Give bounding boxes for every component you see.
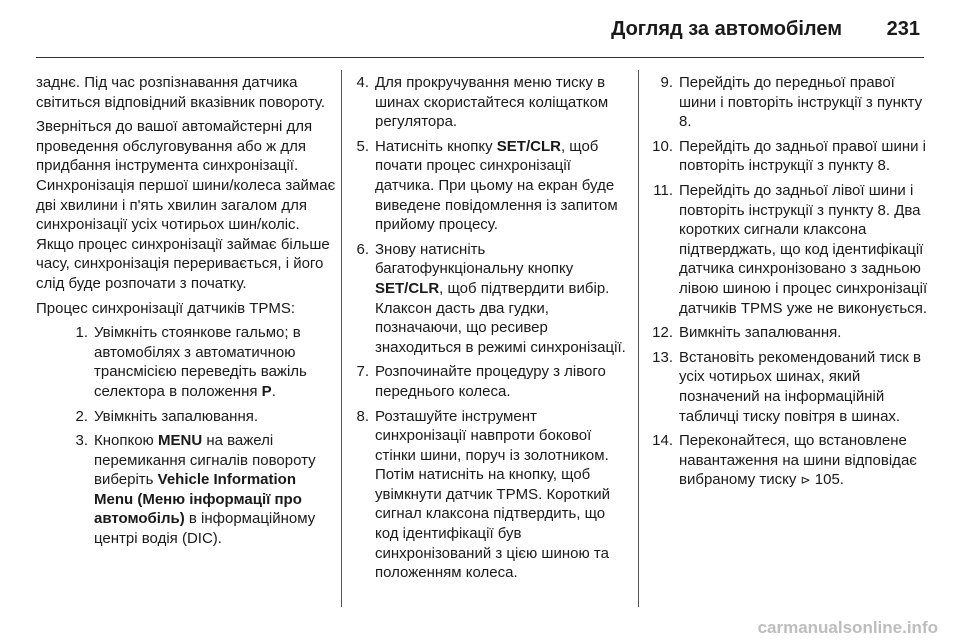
step-number: 1. xyxy=(75,324,88,342)
step-item xyxy=(353,73,631,132)
step-item xyxy=(36,407,336,427)
step-item xyxy=(651,137,931,176)
step-text: Увімкніть запалювання. xyxy=(94,407,259,425)
step-number: 4. xyxy=(356,74,369,91)
step-text: Увімкніть стоянкове гальмо; в автомобілях з автоматичною трансмісією переведіть важіль селектора в положення P. xyxy=(94,324,307,400)
step-text: Натисніть кнопку SET/CLR, щоб почати процес синхронізації датчика. При цьому на екран буде виведене повідомлення із запитом прийому процесу. xyxy=(375,137,618,234)
step-text: Переконайтеся, що встановлене навантаження на шини відповідає вибраному тиску ⊳ 105. xyxy=(679,431,931,491)
page-header xyxy=(0,0,960,64)
step-text: Для прокручування меню тиску в шинах скористайтеся коліщатком регулятора. xyxy=(375,74,609,131)
step-text: Розташуйте інструмент синхронізації навпроти бокової стінки шини, поруч із золотником. Потім натисніть на кнопку, щоб увімкнути датчик TPMS. Короткий сигнал клаксона підтвердить, що код ідентифікації був синхронізований з цією шиною та положенням колеса. xyxy=(375,407,611,582)
step-number: 10. xyxy=(652,137,673,155)
step-number: 9. xyxy=(660,74,673,91)
step-number: 13. xyxy=(652,348,673,366)
step-number: 14. xyxy=(652,432,673,450)
step-number: 6. xyxy=(356,240,369,258)
column-2 xyxy=(353,73,631,588)
page-reference-icon: ⊳ xyxy=(800,473,811,488)
step-item xyxy=(651,181,931,318)
step-number: 3. xyxy=(75,432,88,450)
column-divider-1 xyxy=(341,70,342,607)
page-number: 231 xyxy=(886,18,920,40)
header-rule xyxy=(36,57,924,58)
column-divider-2 xyxy=(638,70,639,607)
step-number: 7. xyxy=(356,363,369,381)
step-number: 12. xyxy=(652,324,673,342)
paragraph: заднє. Під час розпізнавання датчика світиться відповідний вказівник повороту. xyxy=(36,74,326,111)
step-text: Перейдіть до задньої правої шини і повторіть інструкції з пункту 8. xyxy=(679,137,926,175)
step-item xyxy=(651,323,931,343)
step-text: Перейдіть до задньої лівої шини і повторіть інструкції з пункту 8. Два коротких сигнали клаксона підтверджать, що код ідентифікації датчика синхронізовано з задньою лівою шиною і процес синхронізації датчиків TPMS уже не виконується. xyxy=(679,181,928,317)
step-number: 11. xyxy=(653,181,673,199)
step-item xyxy=(353,137,631,235)
step-text: Кнопкою MENU на важелі перемикання сигналів повороту виберіть Vehicle Information Menu (Меню інформації про автомобіль) в інформаційному центрі водія (DIC). xyxy=(94,432,316,548)
step-item xyxy=(36,323,336,401)
step-text: Розпочинайте процедуру з лівого переднього колеса. xyxy=(375,363,606,400)
page-title: Догляд за автомобілем xyxy=(611,18,842,40)
step-text: Встановіть рекомендований тиск в усіх чотирьох шинах, який позначений на інформаційній табличці тиску повітря в шинах. xyxy=(679,348,921,425)
step-item xyxy=(651,73,931,132)
paragraph: Процес синхронізації датчиків TPMS: xyxy=(36,299,296,317)
step-item xyxy=(651,431,931,491)
step-item xyxy=(353,407,631,583)
step-text: Знову натисніть багатофункціональну кнопку SET/CLR, щоб підтвердити вибір. Клаксон дасть два гудки, позначаючи, що ресивер знаходиться в режимі синхронізації. xyxy=(375,240,626,356)
watermark: carmanualsonline.info xyxy=(757,618,938,637)
step-number: 5. xyxy=(356,137,369,155)
step-item xyxy=(353,362,631,401)
step-item xyxy=(651,348,931,426)
step-item xyxy=(36,431,336,549)
step-number: 8. xyxy=(356,407,369,425)
step-text: Перейдіть до передньої правої шини і повторіть інструкції з пункту 8. xyxy=(679,74,923,131)
step-number: 2. xyxy=(75,407,88,425)
step-item xyxy=(353,240,631,358)
column-1 xyxy=(36,73,336,554)
column-3 xyxy=(651,73,931,496)
step-text: Вимкніть запалювання. xyxy=(679,324,842,342)
paragraph: Зверніться до вашої автомайстерні для проведення обслуговування або ж для придбання інструмента синхронізації. Синхронізація першої шини/колеса займає дві хвилини і п'ять хвилин загалом для синхронізації усіх чотирьох шин/коліс. Якщо процес синхронізації займає більше часу, синхронізація переривається, і його слід буде розпочати з початку. xyxy=(36,118,336,292)
